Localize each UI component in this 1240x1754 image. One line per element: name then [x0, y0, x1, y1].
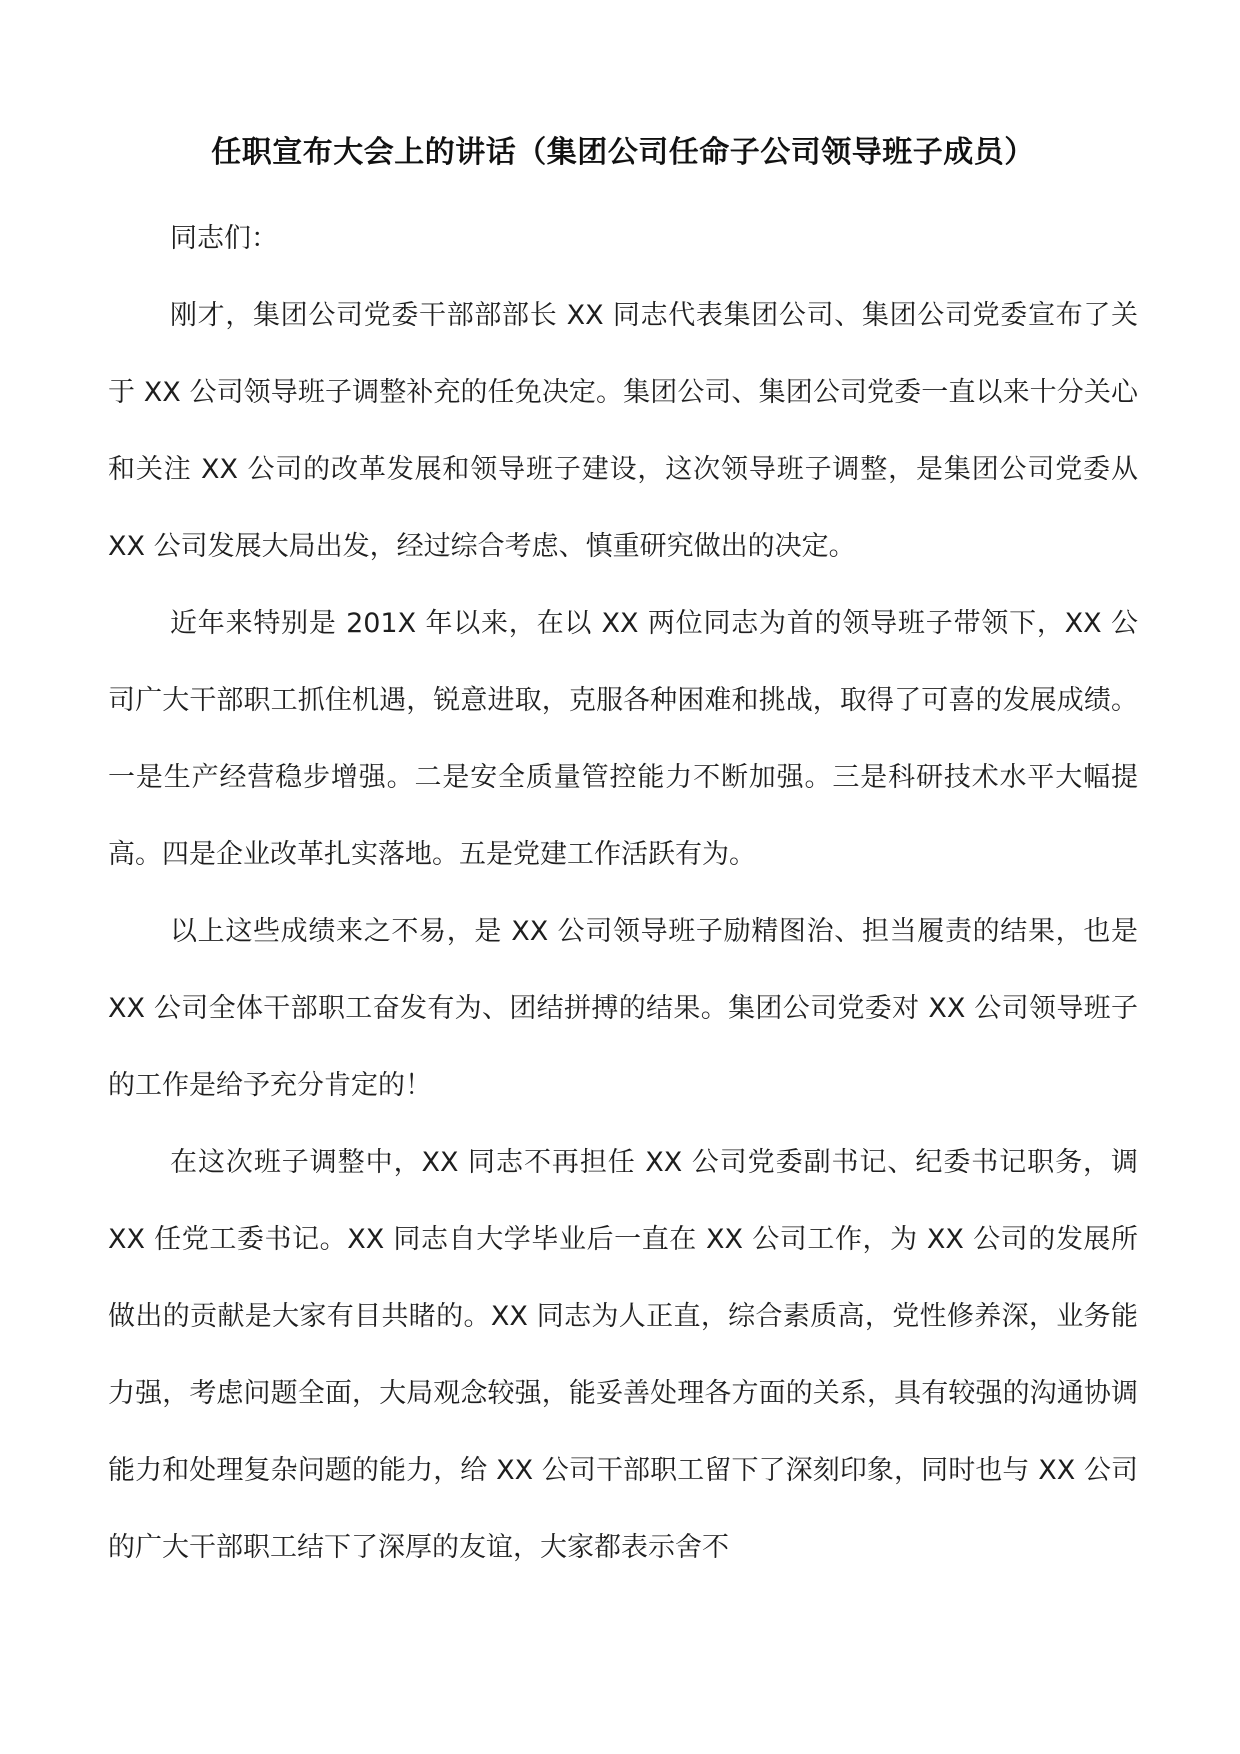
document-title: 任职宣布大会上的讲话（集团公司任命子公司领导班子成员）: [211, 135, 1035, 170]
salutation: 同志们：: [170, 223, 278, 254]
paragraph: 在这次班子调整中，XX 同志不再担任 XX 公司党委副书记、纪委书记职务，调 XX 任党工委书记。XX 同志自大学毕业后一直在 XX 公司工作，为 XX 公司的发展所做出的贡献是大家有目共睹的。XX 同志为人正直，综合素质高，党性修养深，业务能力强，考虑问题全面，大局观念较强，能妥善处理各方面的关系，具有较强的沟通协调能力和处理复杂问题的能力，给 XX 公司干部职工留下了深刻印象，同时也与 XX 公司的广大干部职工结下了深厚的友谊，大家都表示舍不: [108, 1147, 1138, 1563]
paragraph: 近年来特别是 201X 年以来，在以 XX 两位同志为首的领导班子带领下，XX 公司广大干部职工抓住机遇，锐意进取，克服各种困难和挑战，取得了可喜的发展成绩。一是生产经营稳步增强。二是安全质量管控能力不断加强。三是科研技术水平大幅提高。四是企业改革扎实落地。五是党建工作活跃有为。: [108, 608, 1138, 870]
document-page: [108, 128, 1138, 1586]
paragraph: 刚才，集团公司党委干部部部长 XX 同志代表集团公司、集团公司党委宣布了关于 XX 公司领导班子调整补充的任免决定。集团公司、集团公司党委一直以来十分关心和关注 XX 公司的改革发展和领导班子建设，这次领导班子调整，是集团公司党委从 XX 公司发展大局出发，经过综合考虑、慎重研究做出的决定。: [108, 300, 1138, 562]
paragraph: 以上这些成绩来之不易，是 XX 公司领导班子励精图治、担当履责的结果，也是 XX 公司全体干部职工奋发有为、团结拼搏的结果。集团公司党委对 XX 公司领导班子的工作是给予充分肯定的！: [108, 916, 1138, 1101]
